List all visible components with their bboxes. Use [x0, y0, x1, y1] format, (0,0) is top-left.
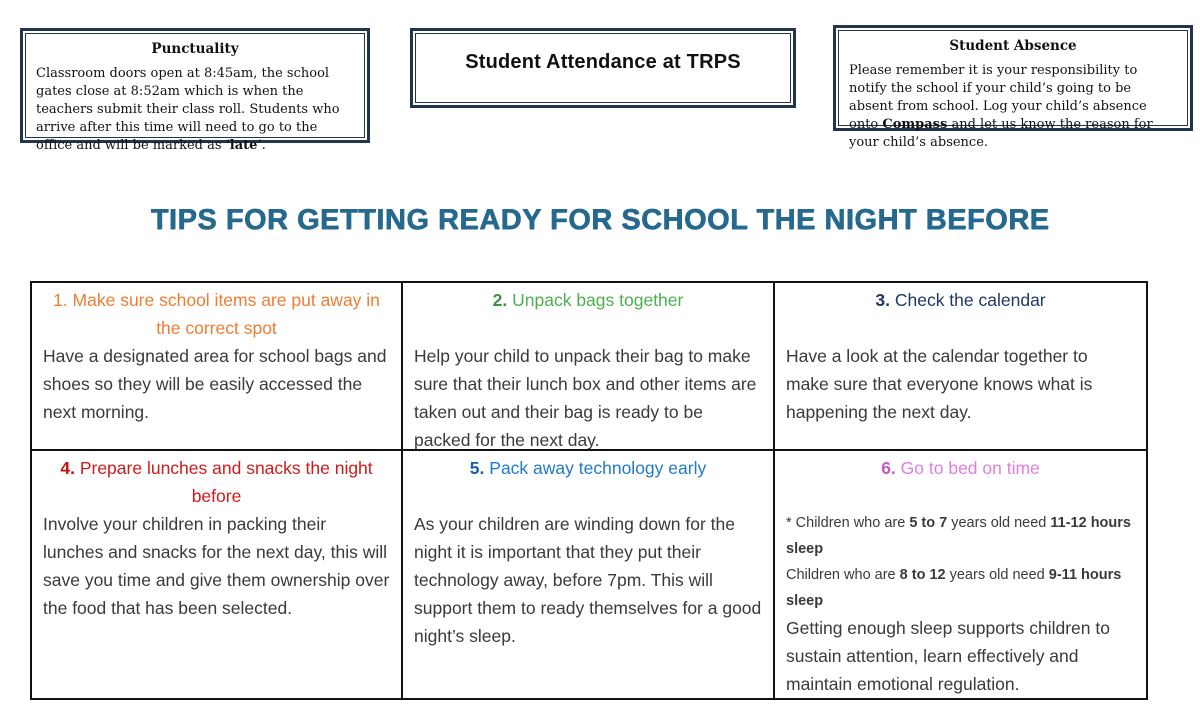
tip-cell-3: [775, 283, 1146, 451]
tip-cell-4: [32, 451, 403, 698]
tip-body-4: Involve your children in packing their lunches and snacks for the next day, this will save you time and give them ownership over the food that has been selected.: [43, 514, 390, 618]
tip-heading-4: 4. Prepare lunches and snacks the night before: [60, 458, 373, 506]
tip-heading-6: 6. Go to bed on time: [881, 458, 1040, 478]
tip-cell-1: [32, 283, 403, 451]
tip-body-2: Help your child to unpack their bag to make sure that their lunch box and other items are taken out and their bag is ready to be packed for the next day.: [414, 346, 757, 450]
tip-body-1: Have a designated area for school bags and shoes so they will be easily accessed the next morning.: [43, 346, 387, 422]
tip-body-5: As your children are winding down for the night it is important that they put their technology away, before 7pm. This will support them to ready themselves for a good night’s sleep.: [414, 514, 762, 646]
tip-cell-5: [403, 451, 775, 698]
tips-table: [30, 281, 1148, 700]
absence-body: Please remember it is your responsibility to notify the school if your child’s going to be absent from school. Log your child’s absence onto Compass and let us know the reason for your child’s absence.: [849, 63, 1153, 150]
punctuality-body: Classroom doors open at 8:45am, the school gates close at 8:52am which is when the teachers submit their class roll. Students who arrive after this time will need to go to the office and will be marked as ‘late’.: [36, 66, 340, 153]
tip-heading-3: 3. Check the calendar: [875, 290, 1046, 310]
tip-cell-6: [775, 451, 1146, 698]
sleep-note-younger: * Children who are 5 to 7 years old need 11-12 hours sleep: [786, 515, 1131, 557]
punctuality-title: Punctuality: [151, 41, 239, 57]
absence-title: Student Absence: [949, 38, 1077, 54]
punctuality-box: [20, 28, 370, 153]
tip-heading-2: 2. Unpack bags together: [492, 290, 684, 310]
tips-section-title: TIPS FOR GETTING READY FOR SCHOOL THE NIGHT BEFORE: [150, 204, 1050, 236]
tip-heading-5: 5. Pack away technology early: [469, 458, 707, 478]
attendance-title-box: [410, 28, 796, 108]
page-title: Student Attendance at TRPS: [465, 51, 741, 73]
tip-body-6: Getting enough sleep supports children to sustain attention, learn effectively and maintain emotional regulation.: [786, 618, 1110, 694]
sleep-note-older: Children who are 8 to 12 years old need 9-11 hours sleep: [786, 567, 1122, 609]
absence-box: [833, 25, 1193, 150]
tip-cell-2: [403, 283, 775, 451]
tip-heading-1: 1. Make sure school items are put away in the correct spot: [53, 290, 380, 338]
tip-body-3: Have a look at the calendar together to make sure that everyone knows what is happening the next day.: [786, 346, 1093, 422]
